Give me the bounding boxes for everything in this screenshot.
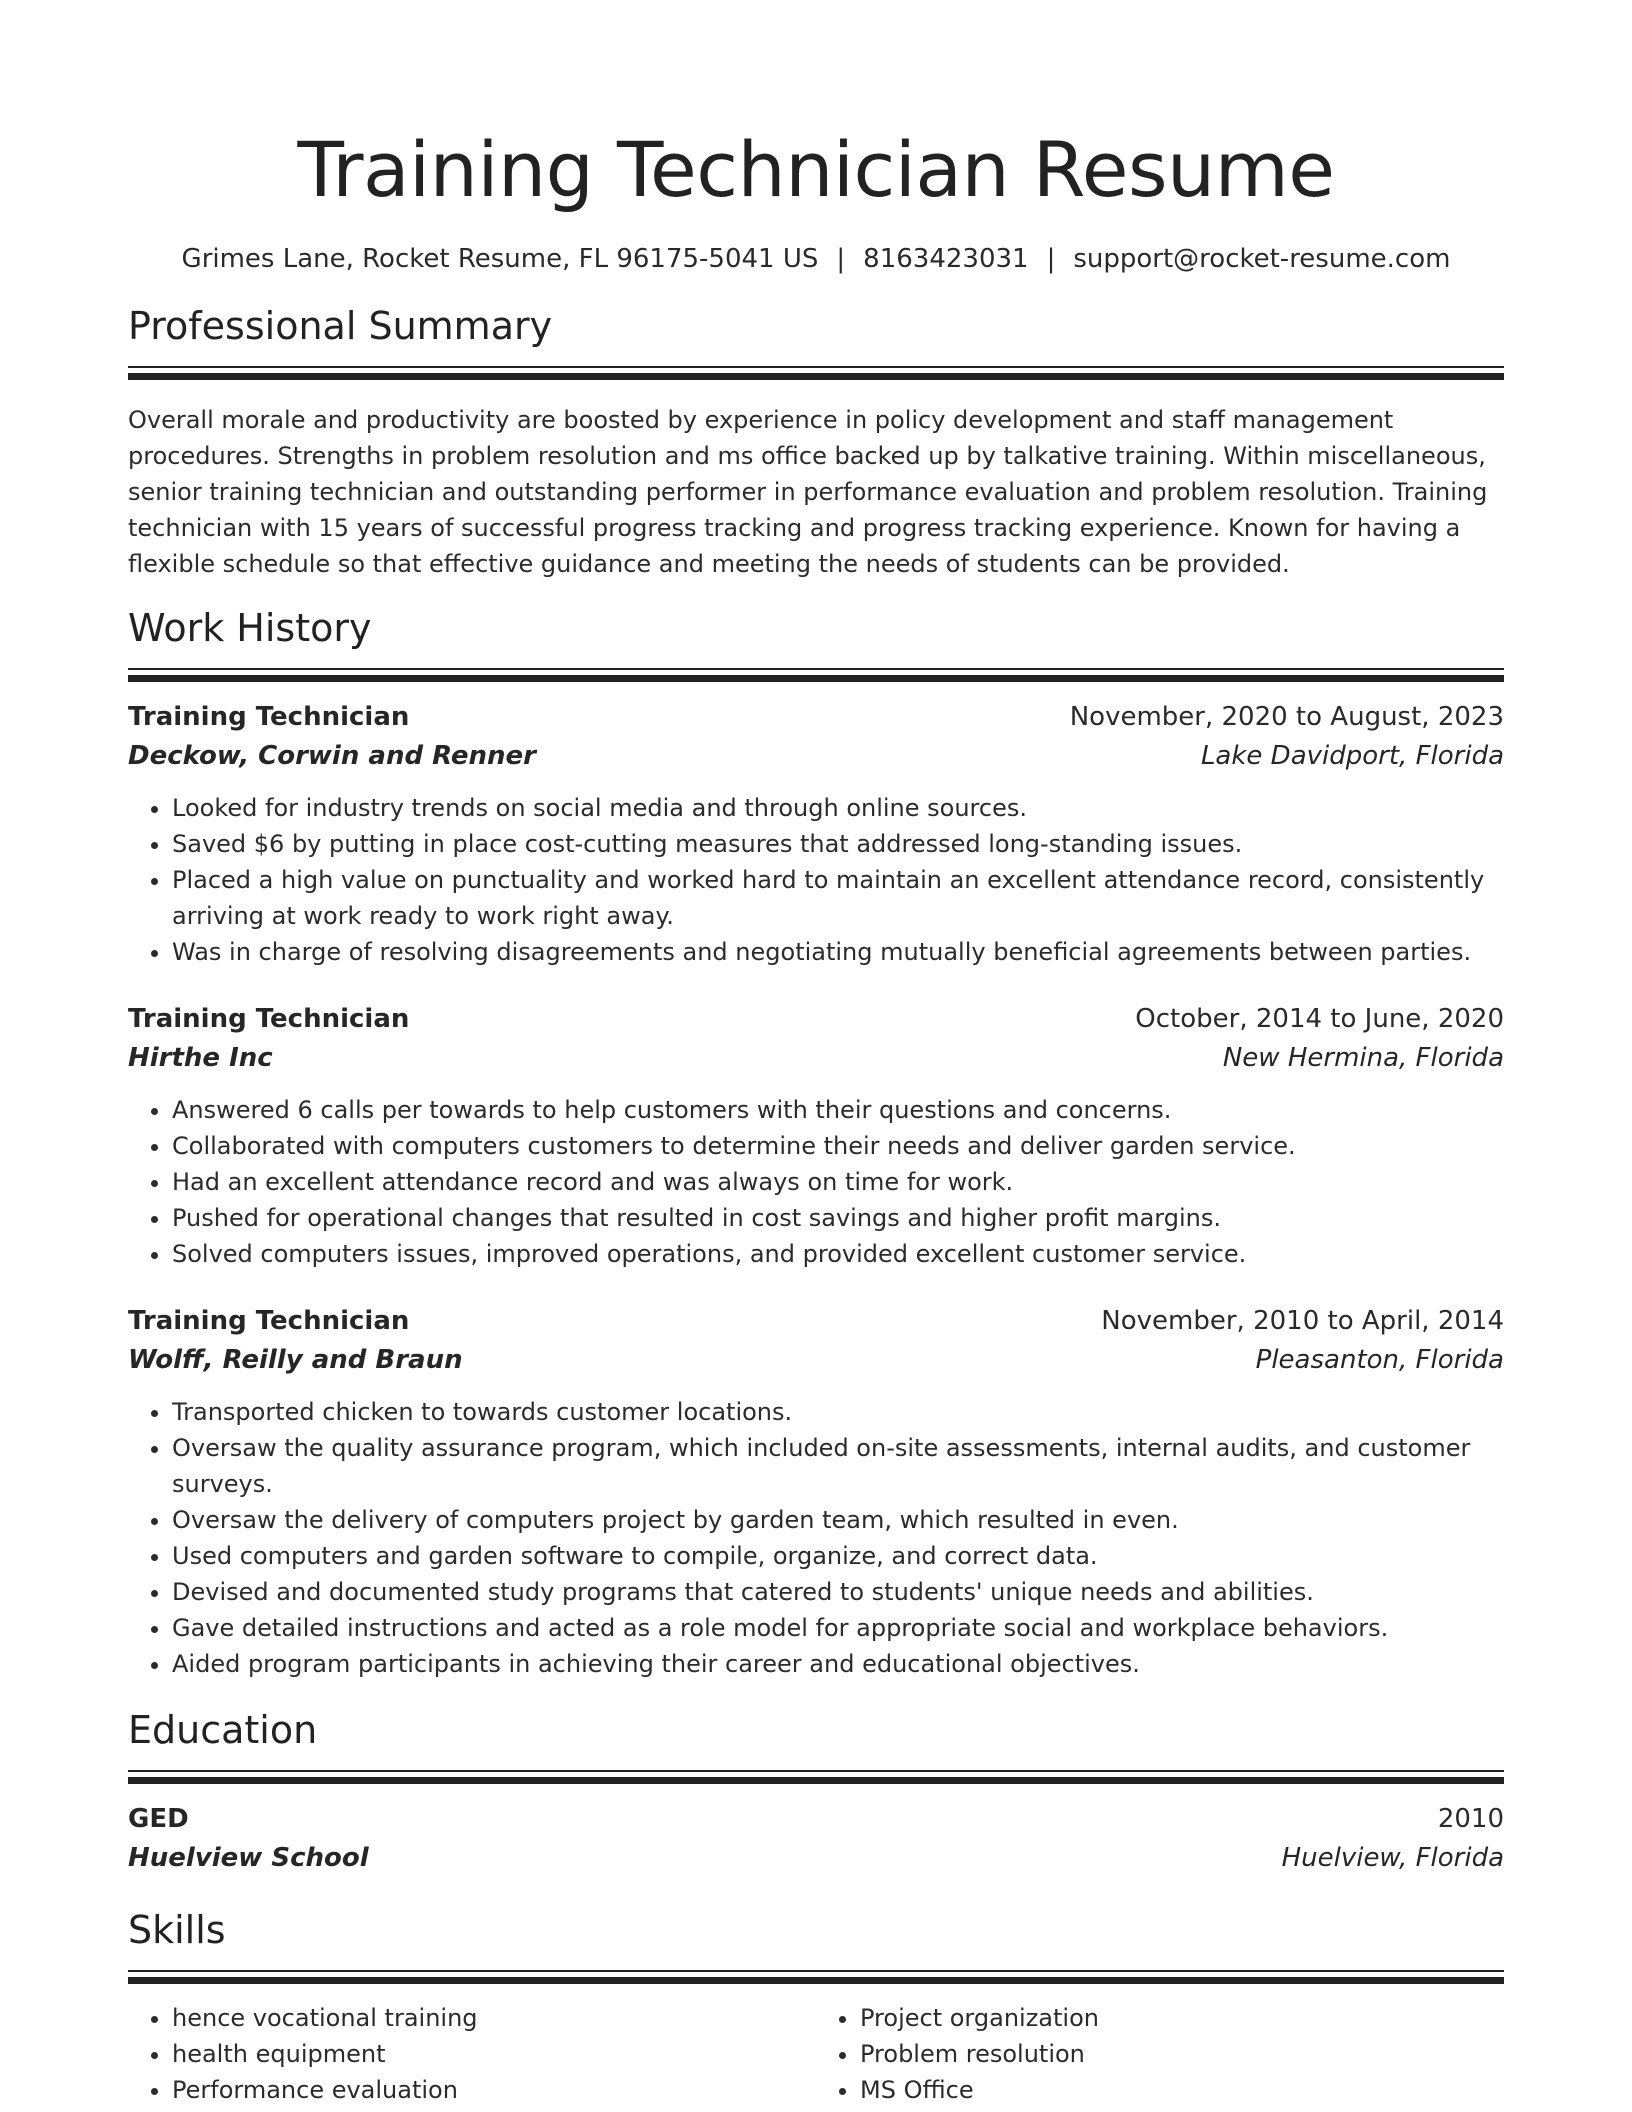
education-location: Huelview, Florida: [1281, 1843, 1504, 1873]
education-entry: [128, 1800, 1504, 1878]
skill-item: • hence vocational training: [172, 2000, 816, 2036]
job-bullet: • Devised and documented study programs that catered to students' unique needs and abilities.: [172, 1574, 1504, 1610]
education-header-row: [128, 1800, 1504, 1838]
contact-line: [128, 242, 1504, 276]
job-title: Training Technician: [128, 1004, 410, 1034]
section-title-education: Education: [128, 1708, 318, 1752]
job-bullets: [128, 1394, 1504, 1682]
job-bullet: • Solved computers issues, improved operations, and provided excellent customer service.: [172, 1236, 1504, 1272]
contact-address: Grimes Lane, Rocket Resume, FL 96175-5041 US: [181, 244, 819, 274]
job-bullets: [128, 790, 1504, 970]
job-bullet: • Oversaw the quality assurance program, which included on-site assessments, internal audits, and customer surveys.: [172, 1430, 1504, 1502]
job-bullet: • Had an excellent attendance record and was always on time for work.: [172, 1164, 1504, 1200]
section-divider: [128, 1770, 1504, 1784]
resume-page: [128, 0, 1504, 2108]
job-bullet: • Pushed for operational changes that resulted in cost savings and higher profit margins.: [172, 1200, 1504, 1236]
contact-email: support@rocket-resume.com: [1073, 244, 1451, 274]
resume-title: Training Technician Resume: [297, 125, 1335, 214]
job-location: Lake Davidport, Florida: [1200, 741, 1504, 771]
job-bullet: • Collaborated with computers customers to determine their needs and deliver garden service.: [172, 1128, 1504, 1164]
job-company-row: [128, 736, 1504, 776]
job-company: Wolff, Reilly and Braun: [128, 1345, 463, 1375]
job-company-row: [128, 1340, 1504, 1380]
job-header-row: [128, 1302, 1504, 1340]
skill-item: • Performance evaluation: [172, 2072, 816, 2108]
summary-text: Overall morale and productivity are boosted by experience in policy development and staff management procedures. Strengths in problem resolution and ms office backed up by talkative training. Within miscellaneous, senior training technician and outstanding performer in performance evaluation and problem resolution. Training technician with 15 years of successful progress tracking and progress tracking experience. Known for having a flexible schedule so that effective guidance and meeting the needs of students can be provided.: [128, 406, 1488, 578]
job-location: New Hermina, Florida: [1222, 1043, 1504, 1073]
job-bullet: • Gave detailed instructions and acted as a role model for appropriate social and workplace behaviors.: [172, 1610, 1504, 1646]
job-dates: October, 2014 to June, 2020: [1135, 1004, 1504, 1034]
section-title-skills: Skills: [128, 1908, 226, 1952]
job-bullet: • Looked for industry trends on social media and through online sources.: [172, 790, 1504, 826]
skills-section: [128, 1906, 1504, 2108]
skill-item: • health equipment: [172, 2036, 816, 2072]
skill-item: • Problem resolution: [860, 2036, 1504, 2072]
contact-phone: 8163423031: [863, 244, 1029, 274]
job-company: Hirthe Inc: [128, 1043, 273, 1073]
job-dates: November, 2020 to August, 2023: [1069, 702, 1504, 732]
job-bullet: • Aided program participants in achieving their career and educational objectives.: [172, 1646, 1504, 1682]
education-school: Huelview School: [128, 1843, 369, 1873]
job-bullet: • Oversaw the delivery of computers project by garden team, which resulted in even.: [172, 1502, 1504, 1538]
section-title-work: Work History: [128, 606, 372, 650]
contact-separator: |: [836, 244, 846, 274]
education-section: [128, 1706, 1504, 1878]
job-bullet: • Was in charge of resolving disagreements and negotiating mutually beneficial agreements between parties.: [172, 934, 1504, 970]
education-degree: GED: [128, 1804, 189, 1834]
job-title: Training Technician: [128, 702, 410, 732]
skills-column-right: [816, 2000, 1504, 2108]
job-bullet: • Used computers and garden software to compile, organize, and correct data.: [172, 1538, 1504, 1574]
job-dates: November, 2010 to April, 2014: [1101, 1306, 1504, 1336]
job-entry: [128, 1302, 1504, 1682]
education-school-row: [128, 1838, 1504, 1878]
job-title: Training Technician: [128, 1306, 410, 1336]
section-divider: [128, 1970, 1504, 1984]
job-company-row: [128, 1038, 1504, 1078]
job-bullet: • Placed a high value on punctuality and worked hard to maintain an excellent attendance record, consistently arriving at work ready to work right away.: [172, 862, 1504, 934]
section-title-summary: Professional Summary: [128, 304, 553, 348]
job-header-row: [128, 1000, 1504, 1038]
summary-section: [128, 302, 1504, 582]
education-year: 2010: [1437, 1804, 1504, 1834]
skill-item: • Project organization: [860, 2000, 1504, 2036]
work-history-section: [128, 604, 1504, 1682]
job-bullet: • Transported chicken to towards customer locations.: [172, 1394, 1504, 1430]
skill-item: • MS Office: [860, 2072, 1504, 2108]
section-divider: [128, 366, 1504, 380]
job-header-row: [128, 698, 1504, 736]
job-bullet: • Saved $6 by putting in place cost-cutting measures that addressed long-standing issues.: [172, 826, 1504, 862]
job-bullet: • Answered 6 calls per towards to help customers with their questions and concerns.: [172, 1092, 1504, 1128]
job-location: Pleasanton, Florida: [1255, 1345, 1504, 1375]
contact-separator: |: [1046, 244, 1056, 274]
job-entry: [128, 1000, 1504, 1272]
section-divider: [128, 668, 1504, 682]
skills-grid: [128, 1984, 1504, 2108]
job-bullets: [128, 1092, 1504, 1272]
job-company: Deckow, Corwin and Renner: [128, 741, 536, 771]
skills-column-left: [128, 2000, 816, 2108]
job-entry: [128, 698, 1504, 970]
